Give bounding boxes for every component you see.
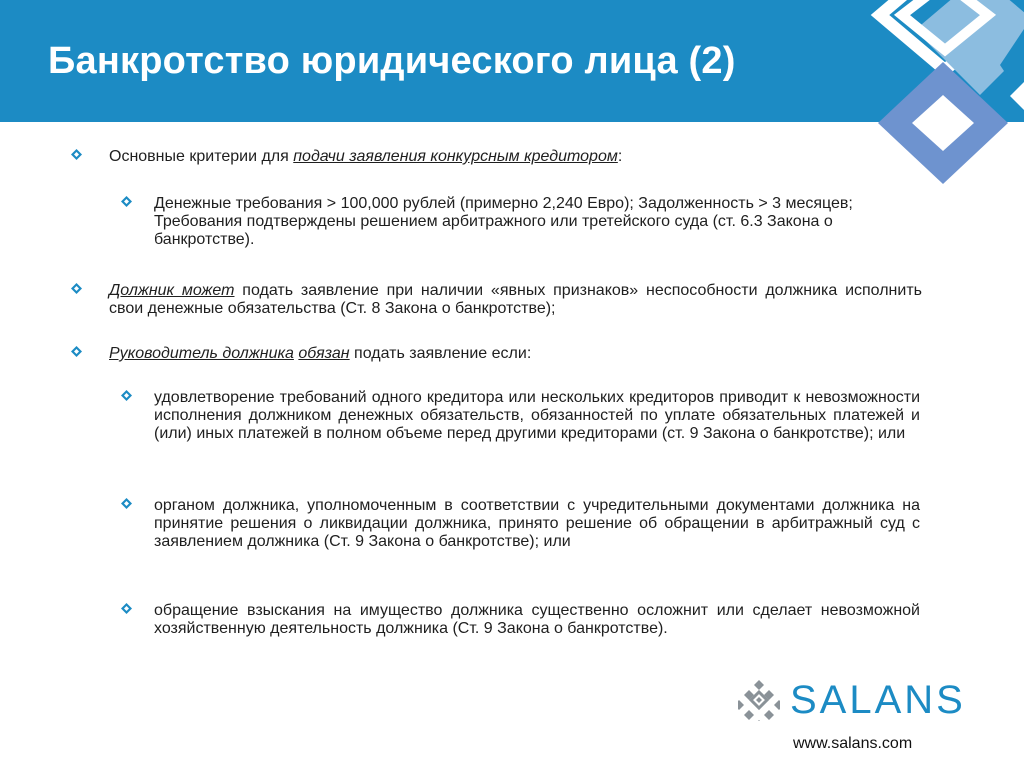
salans-logo (738, 678, 966, 722)
bullet-text-post: : (617, 148, 623, 165)
bullet-text: обращение взыскания на имущество должника существенно осложнит или сделает невозможной хозяйственную деятельность должника (Ст. 9 Закона о банкротстве). (154, 602, 920, 637)
bullet-text (109, 148, 809, 166)
sub-bullet-property-recovery (154, 602, 920, 638)
diamond-bullet-icon (71, 149, 82, 160)
bullet-debtor-may (109, 282, 922, 318)
diamond-bullet-icon (121, 196, 132, 207)
bullet-text-emphasis: Должник может (109, 282, 235, 299)
bullet-text-emphasis-2: обязан (298, 345, 350, 362)
diamond-bullet-icon (121, 390, 132, 401)
bullet-text: удовлетворение требований одного кредитора или нескольких кредиторов приводит к невозможности исполнения должником денежных обязательств, обязанностей по уплате обязательных платежей и (или) иных платежей в полном объеме перед другими кредиторами (ст. 9 Закона о банкротстве); или (154, 389, 920, 442)
bullet-text-emphasis-1: Руководитель должника (109, 345, 294, 362)
bullet-text-post: подать заявление при наличии «явных признаков» неспособности должника исполнить свои денежные обязательства (Ст. 8 Закона о банкротстве); (109, 282, 922, 317)
slide-title: Банкротство юридического лица (2) (48, 40, 736, 82)
logo-wordmark: SALANS (790, 678, 966, 722)
website-url[interactable]: www.salans.com (793, 735, 913, 752)
bullet-text-post: подать заявление если: (349, 345, 532, 362)
bullet-submission-criteria (109, 148, 809, 166)
decorative-diamonds-icon (0, 0, 1024, 200)
salans-diamond-logo-icon (738, 679, 780, 721)
bullet-text (109, 345, 809, 363)
sub-bullet-monetary-claims (154, 195, 922, 249)
bullet-director-obliged (109, 345, 809, 363)
diamond-bullet-icon (121, 603, 132, 614)
diamond-bullet-icon (71, 346, 82, 357)
bullet-text (109, 282, 922, 318)
bullet-text: Денежные требования > 100,000 рублей (примерно 2,240 Евро); Задолженность > 3 месяцев; Требования подтверждены решением арбитражного или третейского суда (ст. 6.3 Закона о банкротстве). (154, 195, 853, 248)
bullet-text-emphasis: подачи заявления конкурсным кредитором (293, 148, 618, 165)
diamond-bullet-icon (71, 283, 82, 294)
sub-bullet-liquidation-decision (154, 497, 920, 551)
bullet-text-pre: Основные критерии для (109, 148, 294, 165)
bullet-text: органом должника, уполномоченным в соответствии с учредительными документами должника на принятие решения о ликвидации должника, принято решение об обращении в арбитражный суд с заявлением должника (Ст. 9 Закона о банкротстве); или (154, 497, 920, 550)
sub-bullet-creditor-satisfaction (154, 389, 920, 443)
diamond-bullet-icon (121, 498, 132, 509)
